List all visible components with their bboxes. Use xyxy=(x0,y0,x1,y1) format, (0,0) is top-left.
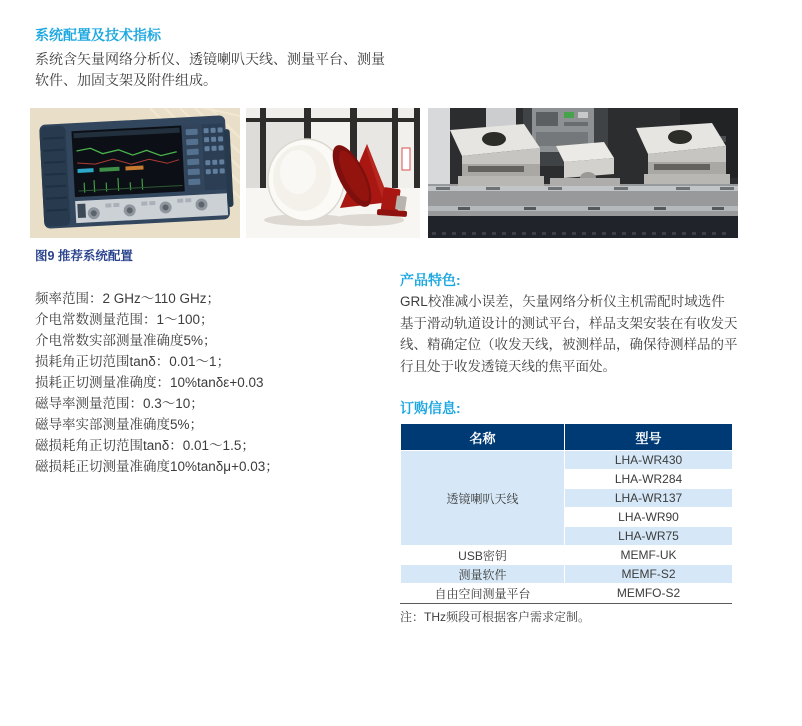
spec-line: 频率范围：2 GHz～110 GHz； xyxy=(35,291,221,306)
figure-caption: 图9 推荐系统配置 xyxy=(35,249,133,263)
platform-illustration xyxy=(428,108,738,238)
table-header-model: 型号 xyxy=(565,424,733,451)
spec-line: 磁损耗正切测量准确度10%tanδμ+0.03； xyxy=(35,459,279,474)
spec-line: 损耗角正切范围tanδ：0.01～1； xyxy=(35,354,231,369)
table-cell-model: LHA-WR90 xyxy=(565,508,733,527)
table-cell-model: MEMF-S2 xyxy=(565,565,733,584)
table-cell-model: MEMF-UK xyxy=(565,546,733,565)
spec-line: 磁导率测量范围：0.3～10； xyxy=(35,396,204,411)
table-cell-model: LHA-WR137 xyxy=(565,489,733,508)
table-cell-model: LHA-WR284 xyxy=(565,470,733,489)
spec-line: 介电常数实部测量准确度5%； xyxy=(35,333,217,348)
vna-illustration xyxy=(30,108,240,238)
features-title: 产品特色: xyxy=(400,272,461,288)
table-cell-model: LHA-WR430 xyxy=(565,451,733,470)
spec-line: 损耗正切测量准确度：10%tanδε+0.03 xyxy=(35,375,264,390)
spec-line: 介电常数测量范围：1～100； xyxy=(35,312,214,327)
section-title: 系统配置及技术指标 xyxy=(35,27,161,43)
table-cell-model: LHA-WR75 xyxy=(565,527,733,546)
table-cell-name: USB密钥 xyxy=(401,546,565,565)
features-line: 线、精确定位（收发天线，被测样品，确保待测样品的平 xyxy=(400,337,738,352)
table-row xyxy=(401,451,733,470)
ordering-table-wrap xyxy=(400,423,733,604)
table-row xyxy=(401,584,733,603)
table-cell-model: MEMFO-S2 xyxy=(565,584,733,603)
table-header-name: 名称 xyxy=(401,424,565,451)
table-row xyxy=(401,565,733,584)
features-text xyxy=(400,291,738,377)
table-note: 注：THz频段可根据客户需求定制。 xyxy=(400,610,590,624)
table-cell-name: 透镜喇叭天线 xyxy=(401,451,565,546)
features-line: 基于滑动轨道设计的测试平台，样品支架安装在有收发天 xyxy=(400,315,738,331)
table-row xyxy=(401,546,733,565)
features-line: 行且处于收发透镜天线的焦平面处。 xyxy=(400,358,616,374)
spec-line: 磁损耗角正切范围tanδ：0.01～1.5； xyxy=(35,438,255,453)
lens-horn-photo xyxy=(246,108,420,238)
spec-line: 磁导率实部测量准确度5%； xyxy=(35,417,204,432)
intro-line: 系统含矢量网络分析仪、透镜喇叭天线、测量平台、测量 xyxy=(35,51,385,67)
intro-paragraph xyxy=(35,49,385,91)
table-cell-name: 自由空间测量平台 xyxy=(401,584,565,603)
features-line: GRL校准减小误差，矢量网络分析仪主机需配时域选件 xyxy=(400,294,725,309)
table-cell-name: 测量软件 xyxy=(401,565,565,584)
specs-list xyxy=(35,288,279,477)
intro-line: 软件、加固支架及附件组成。 xyxy=(35,72,217,88)
vna-photo xyxy=(30,108,240,238)
ordering-table xyxy=(400,423,733,603)
ordering-title: 订购信息: xyxy=(400,400,461,416)
platform-photo xyxy=(428,108,738,238)
table-bottom-rule xyxy=(400,603,732,604)
lens-horn-illustration xyxy=(246,108,420,238)
